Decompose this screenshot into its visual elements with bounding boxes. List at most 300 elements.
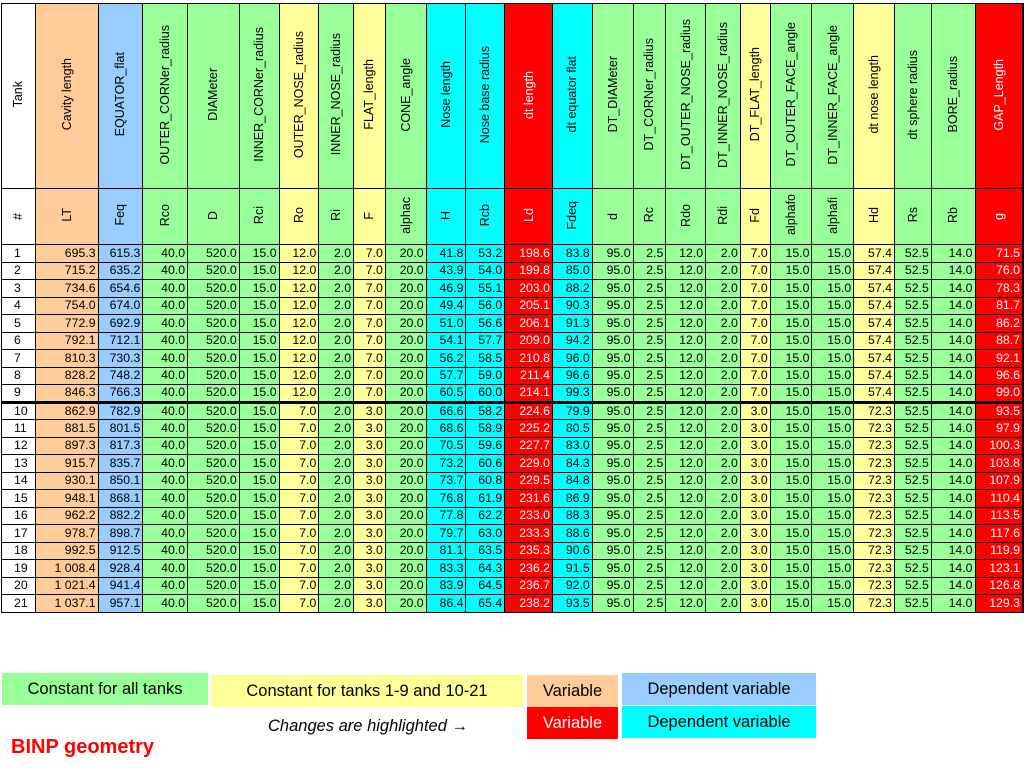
tank-number-cell: 16 — [2, 507, 36, 525]
table-cell: 233.0 — [505, 507, 553, 525]
table-cell: 2.0 — [706, 437, 741, 455]
table-cell: 95.0 — [592, 350, 633, 368]
column-header — [35, 4, 98, 189]
table-cell: 2.5 — [633, 577, 666, 595]
table-cell: 12.0 — [666, 560, 706, 578]
table-cell: 915.7 — [35, 455, 98, 473]
legend-constant-groups: Constant for tanks 1-9 and 10-21 — [211, 675, 523, 707]
table-cell: 7.0 — [354, 385, 386, 403]
column-header — [239, 4, 279, 189]
table-cell: 15.0 — [812, 315, 854, 333]
column-symbol-label: g — [991, 213, 1006, 220]
table-cell: 15.0 — [812, 420, 854, 438]
table-cell: 7.0 — [354, 350, 386, 368]
table-row — [2, 560, 1024, 578]
column-header — [931, 4, 975, 189]
table-cell: 3.0 — [740, 437, 770, 455]
table-cell: 236.7 — [505, 577, 553, 595]
table-cell: 76.8 — [426, 490, 466, 508]
table-cell: 766.3 — [98, 385, 143, 403]
table-cell: 15.0 — [812, 332, 854, 350]
table-cell: 12.0 — [279, 280, 319, 298]
table-cell: 91.3 — [552, 315, 592, 333]
table-cell: 772.9 — [35, 315, 98, 333]
table-cell: 520.0 — [188, 262, 240, 280]
table-cell: 7.0 — [740, 280, 770, 298]
table-cell: 12.0 — [666, 472, 706, 490]
table-cell: 748.2 — [98, 367, 143, 385]
table-cell: 15.0 — [770, 472, 812, 490]
column-header — [188, 4, 240, 189]
column-symbol — [770, 189, 812, 245]
tank-number-cell: 14 — [2, 472, 36, 490]
table-cell: 60.0 — [466, 385, 505, 403]
table-cell: 635.2 — [98, 262, 143, 280]
table-cell: 15.0 — [812, 437, 854, 455]
table-cell: 54.1 — [426, 332, 466, 350]
table-cell: 57.4 — [854, 315, 895, 333]
table-cell: 2.5 — [633, 420, 666, 438]
table-row — [2, 367, 1024, 385]
table-cell: 957.1 — [98, 595, 143, 613]
tank-number-cell: 4 — [2, 297, 36, 315]
table-cell: 2.0 — [319, 455, 354, 473]
table-cell: 52.5 — [894, 350, 931, 368]
table-cell: 2.0 — [706, 455, 741, 473]
table-cell: 12.0 — [279, 297, 319, 315]
table-cell: 3.0 — [354, 490, 386, 508]
table-cell: 7.0 — [279, 560, 319, 578]
table-cell: 40.0 — [143, 297, 188, 315]
column-symbol — [279, 189, 319, 245]
column-symbol-label: Rb — [946, 207, 961, 223]
table-cell: 12.0 — [279, 262, 319, 280]
table-cell: 2.0 — [319, 577, 354, 595]
column-header — [592, 4, 633, 189]
table-cell: 58.5 — [466, 350, 505, 368]
table-cell: 828.2 — [35, 367, 98, 385]
table-cell: 520.0 — [188, 297, 240, 315]
table-cell: 12.0 — [666, 437, 706, 455]
table-cell: 95.0 — [592, 560, 633, 578]
table-cell: 2.5 — [633, 367, 666, 385]
table-cell: 40.0 — [143, 472, 188, 490]
table-cell: 72.3 — [854, 455, 895, 473]
column-header — [319, 4, 354, 189]
tank-number-cell: 15 — [2, 490, 36, 508]
table-cell: 86.2 — [975, 315, 1023, 333]
table-cell: 868.1 — [98, 490, 143, 508]
table-cell: 882.2 — [98, 507, 143, 525]
table-row — [2, 332, 1024, 350]
table-cell: 15.0 — [239, 297, 279, 315]
table-cell: 40.0 — [143, 245, 188, 263]
table-cell: 20.0 — [385, 402, 426, 420]
table-cell: 40.0 — [143, 490, 188, 508]
tank-number-cell: 8 — [2, 367, 36, 385]
table-cell: 91.5 — [552, 560, 592, 578]
table-cell: 1 021.4 — [35, 577, 98, 595]
table-cell: 51.0 — [426, 315, 466, 333]
column-header-label: Nose length — [439, 61, 454, 128]
table-cell: 99.3 — [552, 385, 592, 403]
table-cell: 129.3 — [975, 595, 1023, 613]
table-cell: 15.0 — [239, 542, 279, 560]
table-cell: 7.0 — [279, 542, 319, 560]
table-cell: 15.0 — [812, 472, 854, 490]
table-cell: 15.0 — [812, 280, 854, 298]
table-cell: 20.0 — [385, 525, 426, 543]
column-header — [426, 4, 466, 189]
table-cell: 76.0 — [975, 262, 1023, 280]
table-cell: 95.0 — [592, 595, 633, 613]
table-cell: 520.0 — [188, 507, 240, 525]
table-cell: 95.0 — [592, 577, 633, 595]
column-symbol-label: D — [206, 210, 221, 220]
table-cell: 40.0 — [143, 542, 188, 560]
column-header — [552, 4, 592, 189]
table-cell: 96.6 — [552, 367, 592, 385]
table-cell: 95.0 — [592, 455, 633, 473]
table-cell: 7.0 — [740, 245, 770, 263]
table-cell: 2.0 — [319, 490, 354, 508]
column-header-label: DT_OUTER_FACE_angle — [784, 22, 799, 167]
table-cell: 897.3 — [35, 437, 98, 455]
table-cell: 1 037.1 — [35, 595, 98, 613]
table-cell: 7.0 — [354, 280, 386, 298]
table-cell: 214.1 — [505, 385, 553, 403]
table-cell: 14.0 — [931, 280, 975, 298]
table-cell: 72.3 — [854, 577, 895, 595]
column-symbol-label: alphafo — [784, 194, 799, 236]
table-cell: 15.0 — [812, 350, 854, 368]
table-cell: 52.5 — [894, 542, 931, 560]
table-cell: 95.0 — [592, 245, 633, 263]
column-symbol-label: Rci — [252, 205, 267, 225]
table-cell: 14.0 — [931, 367, 975, 385]
table-cell: 86.9 — [552, 490, 592, 508]
table-cell: 95.0 — [592, 385, 633, 403]
table-cell: 15.0 — [239, 280, 279, 298]
table-cell: 56.2 — [426, 350, 466, 368]
table-cell: 15.0 — [812, 245, 854, 263]
column-header-label: dt equator flat — [565, 56, 580, 133]
table-cell: 72.3 — [854, 542, 895, 560]
table-cell: 941.4 — [98, 577, 143, 595]
table-cell: 14.0 — [931, 402, 975, 420]
table-cell: 520.0 — [188, 595, 240, 613]
table-cell: 2.0 — [319, 245, 354, 263]
table-cell: 40.0 — [143, 280, 188, 298]
column-symbol-label: Hd — [867, 207, 882, 223]
table-cell: 64.5 — [466, 577, 505, 595]
column-header-label: Tank — [11, 81, 26, 108]
table-cell: 520.0 — [188, 472, 240, 490]
table-cell: 229.5 — [505, 472, 553, 490]
table-cell: 3.0 — [354, 420, 386, 438]
column-header-label: DT_INNER_NOSE_radius — [715, 21, 730, 168]
table-cell: 205.1 — [505, 297, 553, 315]
table-cell: 227.7 — [505, 437, 553, 455]
table-cell: 520.0 — [188, 280, 240, 298]
table-cell: 20.0 — [385, 595, 426, 613]
table-cell: 73.2 — [426, 455, 466, 473]
column-header — [666, 4, 706, 189]
table-cell: 99.0 — [975, 385, 1023, 403]
table-cell: 231.6 — [505, 490, 553, 508]
table-cell: 15.0 — [812, 490, 854, 508]
table-cell: 962.2 — [35, 507, 98, 525]
table-cell: 2.0 — [319, 350, 354, 368]
table-cell: 57.4 — [854, 332, 895, 350]
table-cell: 15.0 — [812, 560, 854, 578]
table-cell: 57.4 — [854, 280, 895, 298]
table-cell: 95.0 — [592, 315, 633, 333]
table-cell: 57.7 — [466, 332, 505, 350]
table-cell: 52.5 — [894, 577, 931, 595]
table-cell: 15.0 — [239, 332, 279, 350]
table-row — [2, 472, 1024, 490]
table-cell: 15.0 — [812, 297, 854, 315]
table-cell: 15.0 — [812, 367, 854, 385]
table-row — [2, 455, 1024, 473]
table-cell: 14.0 — [931, 542, 975, 560]
tank-number-cell: 10 — [2, 402, 36, 420]
legend-variable: Variable — [527, 675, 618, 707]
tank-number-cell: 9 — [2, 385, 36, 403]
table-cell: 40.0 — [143, 420, 188, 438]
column-symbol-label: Rdi — [715, 205, 730, 225]
table-cell: 12.0 — [666, 507, 706, 525]
table-row — [2, 385, 1024, 403]
table-cell: 7.0 — [740, 332, 770, 350]
table-cell: 83.8 — [552, 245, 592, 263]
table-cell: 14.0 — [931, 350, 975, 368]
column-symbol — [466, 189, 505, 245]
table-cell: 15.0 — [239, 385, 279, 403]
table-cell: 52.5 — [894, 280, 931, 298]
tank-number-cell: 19 — [2, 560, 36, 578]
table-cell: 40.0 — [143, 595, 188, 613]
table-cell: 15.0 — [770, 262, 812, 280]
table-cell: 15.0 — [770, 402, 812, 420]
table-cell: 3.0 — [740, 577, 770, 595]
column-symbol-label: Rdo — [678, 203, 693, 227]
table-cell: 15.0 — [812, 595, 854, 613]
table-cell: 235.3 — [505, 542, 553, 560]
table-cell: 15.0 — [239, 245, 279, 263]
table-cell: 792.1 — [35, 332, 98, 350]
table-cell: 2.0 — [319, 525, 354, 543]
table-row — [2, 245, 1024, 263]
table-cell: 65.4 — [466, 595, 505, 613]
table-cell: 210.8 — [505, 350, 553, 368]
column-symbol — [592, 189, 633, 245]
table-cell: 52.5 — [894, 420, 931, 438]
table-cell: 2.5 — [633, 350, 666, 368]
table-cell: 52.5 — [894, 402, 931, 420]
column-symbol — [239, 189, 279, 245]
table-cell: 3.0 — [740, 455, 770, 473]
table-cell: 58.2 — [466, 402, 505, 420]
table-cell: 95.0 — [592, 472, 633, 490]
table-cell: 72.3 — [854, 472, 895, 490]
table-cell: 198.6 — [505, 245, 553, 263]
table-cell: 520.0 — [188, 332, 240, 350]
column-header-label: dt nose length — [867, 55, 882, 134]
table-cell: 40.0 — [143, 385, 188, 403]
table-cell: 2.5 — [633, 490, 666, 508]
table-cell: 2.0 — [706, 402, 741, 420]
table-cell: 15.0 — [770, 507, 812, 525]
table-cell: 123.1 — [975, 560, 1023, 578]
column-header-label: INNER_CORNer_radius — [252, 27, 267, 162]
table-cell: 14.0 — [931, 507, 975, 525]
column-header-label: Nose base radius — [478, 45, 493, 144]
table-cell: 52.5 — [894, 560, 931, 578]
tank-number-cell: 11 — [2, 420, 36, 438]
table-cell: 2.0 — [706, 385, 741, 403]
table-cell: 15.0 — [239, 315, 279, 333]
table-cell: 2.0 — [319, 262, 354, 280]
table-cell: 52.5 — [894, 367, 931, 385]
table-cell: 7.0 — [740, 350, 770, 368]
table-cell: 88.2 — [552, 280, 592, 298]
table-cell: 59.0 — [466, 367, 505, 385]
column-header-label: DT_DIAMeter — [605, 56, 620, 133]
table-cell: 15.0 — [770, 350, 812, 368]
table-cell: 15.0 — [770, 245, 812, 263]
table-cell: 2.5 — [633, 595, 666, 613]
table-cell: 60.8 — [466, 472, 505, 490]
table-cell: 7.0 — [740, 297, 770, 315]
table-cell: 695.3 — [35, 245, 98, 263]
table-cell: 2.0 — [706, 315, 741, 333]
table-cell: 52.5 — [894, 332, 931, 350]
table-cell: 15.0 — [770, 437, 812, 455]
table-cell: 203.0 — [505, 280, 553, 298]
table-cell: 20.0 — [385, 332, 426, 350]
table-cell: 881.5 — [35, 420, 98, 438]
table-cell: 95.0 — [592, 420, 633, 438]
table-cell: 978.7 — [35, 525, 98, 543]
column-header — [975, 4, 1023, 189]
table-cell: 15.0 — [239, 595, 279, 613]
table-cell: 12.0 — [279, 367, 319, 385]
table-cell: 520.0 — [188, 245, 240, 263]
column-symbol — [740, 189, 770, 245]
table-cell: 3.0 — [740, 472, 770, 490]
tank-number-cell: 21 — [2, 595, 36, 613]
column-symbol-label: Fd — [748, 207, 763, 223]
table-cell: 2.0 — [319, 437, 354, 455]
table-cell: 95.0 — [592, 262, 633, 280]
column-symbol — [385, 189, 426, 245]
table-cell: 520.0 — [188, 490, 240, 508]
column-header — [894, 4, 931, 189]
table-cell: 817.3 — [98, 437, 143, 455]
table-cell: 14.0 — [931, 455, 975, 473]
table-cell: 53.2 — [466, 245, 505, 263]
table-cell: 2.5 — [633, 437, 666, 455]
table-cell: 20.0 — [385, 437, 426, 455]
table-cell: 3.0 — [354, 577, 386, 595]
table-cell: 95.0 — [592, 490, 633, 508]
table-cell: 15.0 — [770, 332, 812, 350]
column-symbol-label: Rc — [642, 207, 657, 223]
table-cell: 12.0 — [666, 350, 706, 368]
table-cell: 3.0 — [740, 542, 770, 560]
table-cell: 2.0 — [319, 420, 354, 438]
table-cell: 12.0 — [666, 245, 706, 263]
table-cell: 20.0 — [385, 315, 426, 333]
table-cell: 520.0 — [188, 315, 240, 333]
table-cell: 520.0 — [188, 542, 240, 560]
table-cell: 3.0 — [740, 402, 770, 420]
table-cell: 52.5 — [894, 490, 931, 508]
table-cell: 40.0 — [143, 437, 188, 455]
table-cell: 3.0 — [740, 595, 770, 613]
tank-number-cell: 1 — [2, 245, 36, 263]
column-header-label: DT_INNER_FACE_angle — [825, 24, 840, 165]
table-cell: 15.0 — [239, 420, 279, 438]
table-cell: 96.0 — [552, 350, 592, 368]
table-cell: 238.2 — [505, 595, 553, 613]
table-cell: 992.5 — [35, 542, 98, 560]
table-cell: 7.0 — [279, 472, 319, 490]
column-header — [770, 4, 812, 189]
table-cell: 58.9 — [466, 420, 505, 438]
column-header-label: OUTER_CORNer_radius — [158, 24, 173, 165]
table-cell: 52.5 — [894, 595, 931, 613]
table-cell: 3.0 — [354, 455, 386, 473]
table-cell: 49.4 — [426, 297, 466, 315]
table-cell: 81.1 — [426, 542, 466, 560]
table-cell: 57.4 — [854, 350, 895, 368]
table-cell: 15.0 — [812, 577, 854, 595]
table-cell: 40.0 — [143, 402, 188, 420]
table-cell: 15.0 — [812, 507, 854, 525]
table-cell: 7.0 — [740, 367, 770, 385]
tank-number-cell: 2 — [2, 262, 36, 280]
column-header — [354, 4, 386, 189]
table-cell: 2.0 — [706, 472, 741, 490]
table-cell: 52.5 — [894, 507, 931, 525]
table-cell: 2.0 — [319, 472, 354, 490]
table-cell: 85.0 — [552, 262, 592, 280]
table-cell: 520.0 — [188, 402, 240, 420]
table-cell: 84.8 — [552, 472, 592, 490]
table-cell: 57.4 — [854, 297, 895, 315]
table-cell: 2.0 — [706, 542, 741, 560]
table-cell: 110.4 — [975, 490, 1023, 508]
table-cell: 15.0 — [770, 297, 812, 315]
table-cell: 93.5 — [552, 595, 592, 613]
column-symbol — [98, 189, 143, 245]
table-cell: 7.0 — [740, 385, 770, 403]
column-symbol — [188, 189, 240, 245]
column-header-label: FLAT_length — [362, 59, 377, 130]
table-cell: 225.2 — [505, 420, 553, 438]
table-cell: 100.3 — [975, 437, 1023, 455]
table-cell: 15.0 — [770, 490, 812, 508]
table-cell: 41.8 — [426, 245, 466, 263]
table-cell: 79.9 — [552, 402, 592, 420]
table-cell: 712.1 — [98, 332, 143, 350]
table-cell: 7.0 — [279, 595, 319, 613]
table-cell: 2.5 — [633, 280, 666, 298]
table-cell: 2.5 — [633, 525, 666, 543]
